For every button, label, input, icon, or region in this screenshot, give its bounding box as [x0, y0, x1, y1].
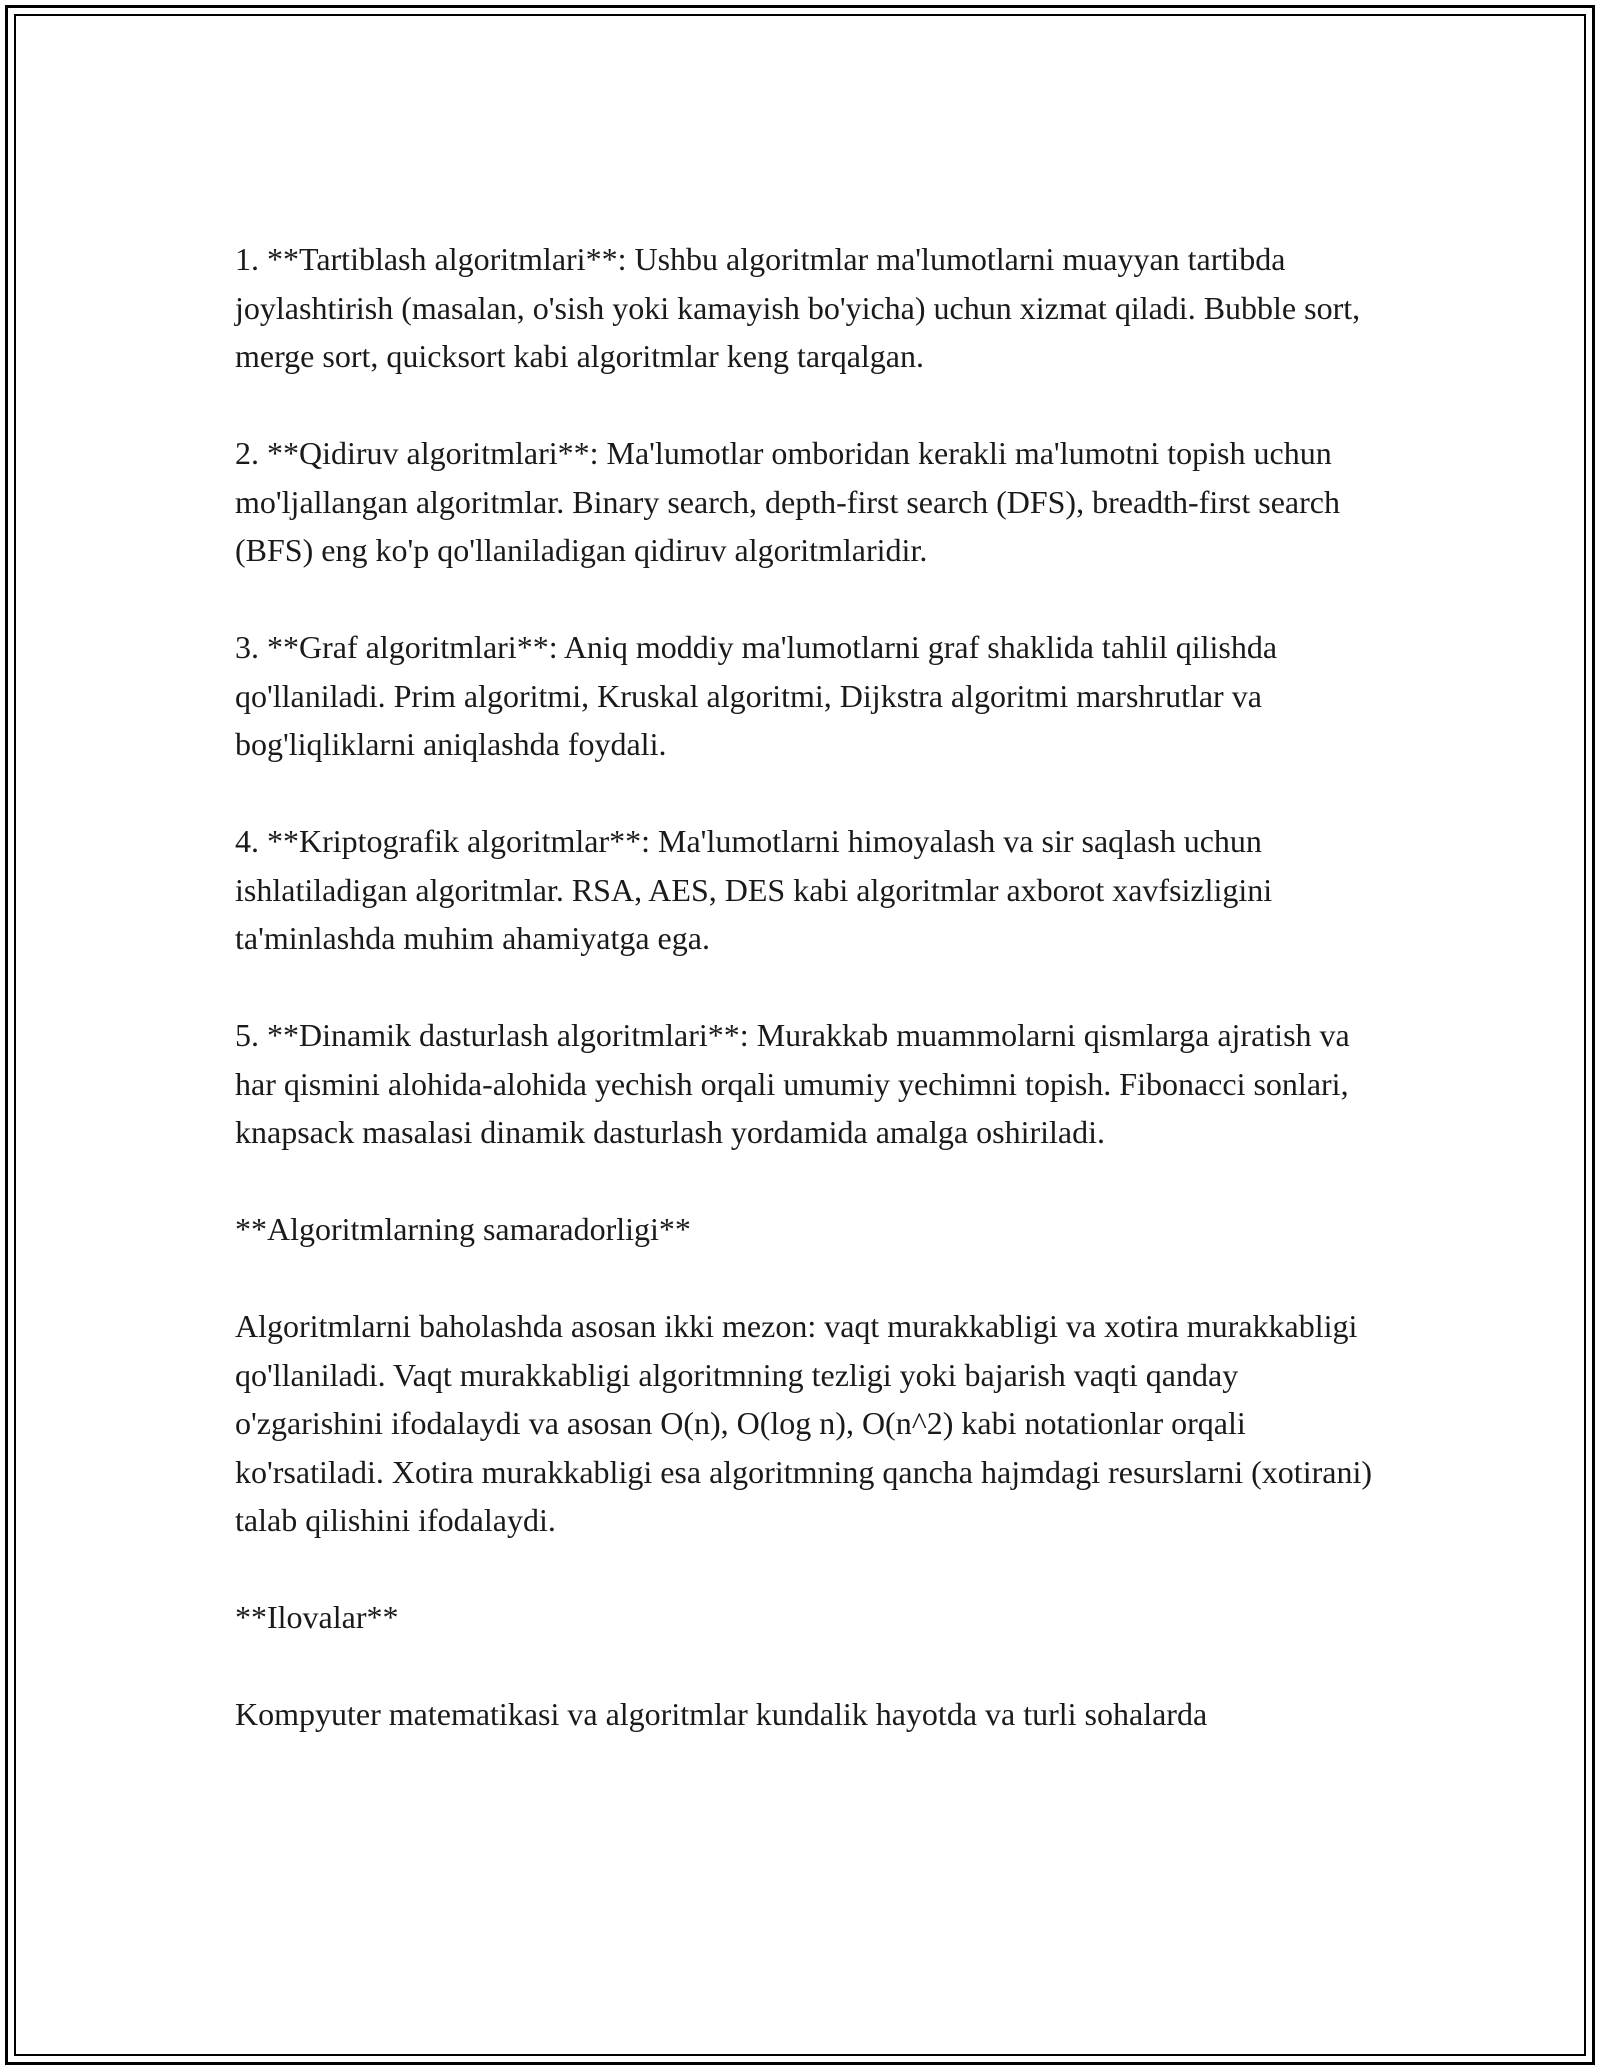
heading-algorithm-efficiency: **Algoritmlarning samaradorligi**: [235, 1211, 691, 1247]
paragraph-applications: Kompyuter matematikasi va algoritmlar kundalik hayotda va turli sohalarda: [235, 1696, 1208, 1732]
heading-applications: **Ilovalar**: [235, 1599, 399, 1635]
paragraph-search-algorithms: 2. **Qidiruv algoritmlari**: Ma'lumotlar omboridan kerakli ma'lumotni topish uchun mo'ljallangan algoritmlar. Binary search, depth-first search (DFS), breadth-first search (BFS) eng ko'p qo'llaniladigan qidiruv algoritmlaridir.: [235, 435, 1340, 568]
paragraph-efficiency-description: Algoritmlarni baholashda asosan ikki mezon: vaqt murakkabligi va xotira murakkabligi qo'llaniladi. Vaqt murakkabligi algoritmning tezligi yoki bajarish vaqti qanday o'zgarishini ifodalaydi va asosan O(n), O(log n), O(n^2) kabi notationlar orqali ko'rsatiladi. Xotira murakkabligi esa algoritmning qancha hajmdagi resurslarni (xotirani) talab qilishini ifodalaydi.: [235, 1308, 1372, 1538]
document-body: [235, 235, 1385, 1739]
paragraph-sorting-algorithms: 1. **Tartiblash algoritmlari**: Ushbu algoritmlar ma'lumotlarni muayyan tartibda joylashtirish (masalan, o'sish yoki kamayish bo'yicha) uchun xizmat qiladi. Bubble sort, merge sort, quicksort kabi algoritmlar keng tarqalgan.: [235, 241, 1361, 374]
paragraph-dynamic-programming: 5. **Dinamik dasturlash algoritmlari**: Murakkab muammolarni qismlarga ajratish va har qismini alohida-alohida yechish orqali umumiy yechimni topish. Fibonacci sonlari, knapsack masalasi dinamik dasturlash yordamida amalga oshiriladi.: [235, 1017, 1350, 1150]
paragraph-cryptographic-algorithms: 4. **Kriptografik algoritmlar**: Ma'lumotlarni himoyalash va sir saqlash uchun ishlatiladigan algoritmlar. RSA, AES, DES kabi algoritmlar axborot xavfsizligini ta'minlashda muhim ahamiyatga ega.: [235, 823, 1273, 956]
paragraph-graph-algorithms: 3. **Graf algoritmlari**: Aniq moddiy ma'lumotlarni graf shaklida tahlil qilishda qo'llaniladi. Prim algoritmi, Kruskal algoritmi, Dijkstra algoritmi marshrutlar va bog'liqliklarni aniqlashda foydali.: [235, 629, 1278, 762]
